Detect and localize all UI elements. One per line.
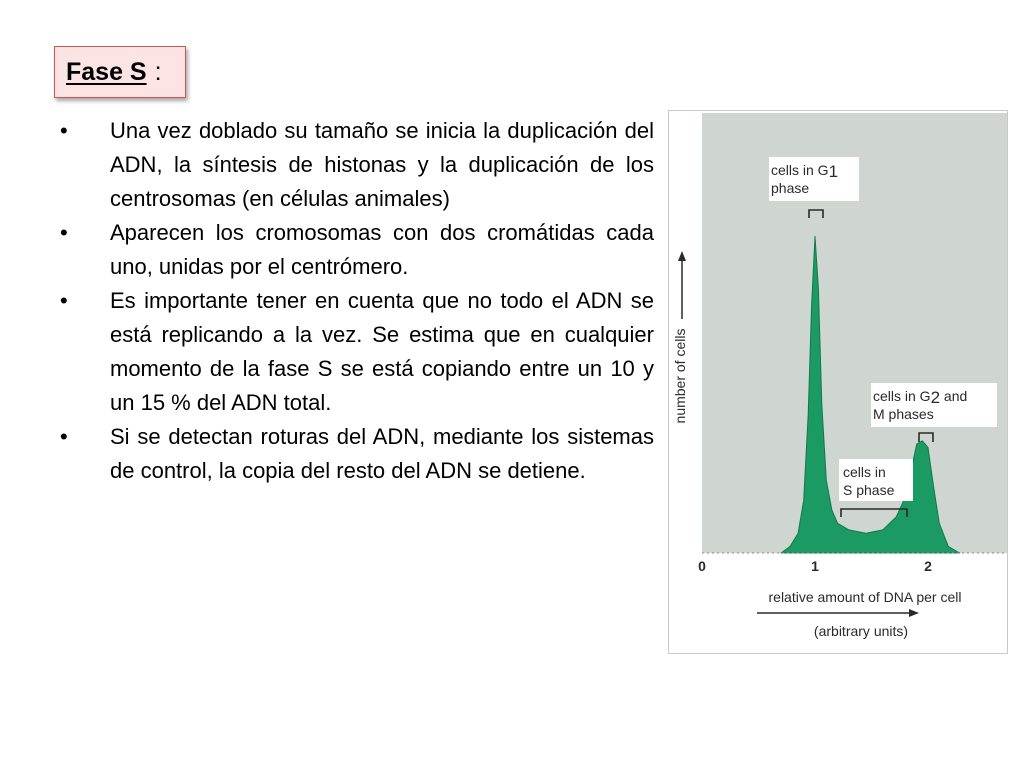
x-axis-label-line1: relative amount of DNA per cell: [768, 589, 962, 605]
x-tick-label-1: 1: [811, 558, 819, 574]
annotation-g1-line1: cells in G1: [771, 162, 839, 181]
bullet-text-2: Aparecen los cromosomas con dos cromátidas cada uno, unidas por el centrómero.: [110, 220, 654, 279]
slide-title: Fase S: [66, 57, 147, 86]
dna-histogram-figure: [668, 110, 1008, 654]
annotation-s-line1: cells in: [843, 464, 886, 480]
title-box: [54, 46, 186, 98]
bullet-item-1: [60, 114, 654, 216]
slide-title-colon: :: [154, 57, 162, 86]
annotation-g2m-line1: cells in G2 and: [873, 388, 968, 407]
bullet-icon: •: [60, 220, 68, 245]
x-ticks: [698, 558, 932, 574]
bullet-item-2: [60, 216, 654, 284]
y-axis-arrow-icon: [678, 251, 686, 261]
y-axis-label-group: [672, 251, 688, 423]
x-tick-label-0: 0: [698, 558, 706, 574]
bullet-item-3: [60, 284, 654, 420]
x-tick-label-2: 2: [924, 558, 932, 574]
bullet-text-4: Si se detectan roturas del ADN, mediante los sistemas de control, la copia del resto del ADN se detiene.: [110, 424, 654, 483]
annotation-s: [839, 459, 913, 517]
annotation-g1-line2: phase: [771, 180, 810, 196]
dna-histogram-chart: [669, 111, 1008, 654]
bullet-item-4: [60, 420, 654, 488]
annotation-s-line2: S phase: [843, 482, 895, 498]
y-axis-label: number of cells: [672, 328, 688, 424]
bullet-icon: •: [60, 118, 68, 143]
x-axis-label-line2: (arbitrary units): [813, 623, 909, 639]
bullet-list: [60, 114, 654, 488]
bullet-text-3: Es importante tener en cuenta que no todo el ADN se está replicando a la vez. Se estima que en cualquier momento de la fase S se está copiando entre un 10 y un 15 % del ADN total.: [110, 288, 654, 415]
annotation-g2m-line2: M phases: [873, 406, 934, 422]
x-axis-label-group: [735, 585, 999, 639]
bullet-icon: •: [60, 288, 68, 313]
bullet-text-1: Una vez doblado su tamaño se inicia la duplicación del ADN, la síntesis de histonas y la duplicación de los centrosomas (en células animales): [110, 118, 654, 211]
x-axis-arrow-icon: [909, 609, 919, 617]
bullet-icon: •: [60, 424, 68, 449]
